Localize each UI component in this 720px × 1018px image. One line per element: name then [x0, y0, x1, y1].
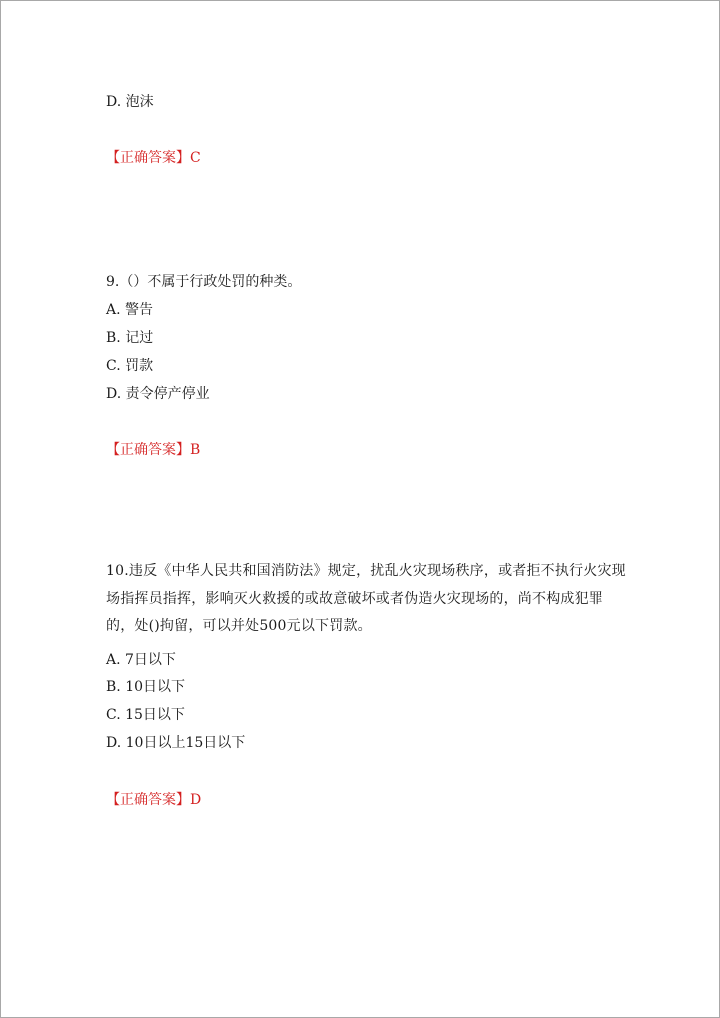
q10-option-d: D. 10日以上15日以下	[106, 735, 246, 751]
q9-answer: 【正确答案】B	[106, 442, 201, 458]
q9-option-d: D. 责令停产停业	[106, 386, 210, 402]
answer-prev: 【正确答案】C	[106, 150, 201, 166]
q9-option-a: A. 警告	[106, 302, 154, 318]
q9-stem: 9.（）不属于行政处罚的种类。	[106, 274, 302, 290]
q9-option-b: B. 记过	[106, 330, 154, 346]
q10-stem: 10.违反《中华人民共和国消防法》规定，扰乱火灾现场秩序，或者拒不执行火灾现场指挥员指挥，影响灭火救援的或故意破坏或者伪造火灾现场的，尚不构成犯罪的，处()拘留，可以并处500元以下罚款。	[106, 563, 626, 634]
q9-option-c: C. 罚款	[106, 358, 154, 374]
q10-option-c: C. 15日以下	[106, 707, 185, 723]
q10-answer: 【正确答案】D	[106, 792, 202, 808]
q10-option-a: A. 7日以下	[106, 652, 176, 668]
option-d-prev: D. 泡沫	[106, 94, 154, 110]
q10-option-b: B. 10日以下	[106, 679, 186, 695]
